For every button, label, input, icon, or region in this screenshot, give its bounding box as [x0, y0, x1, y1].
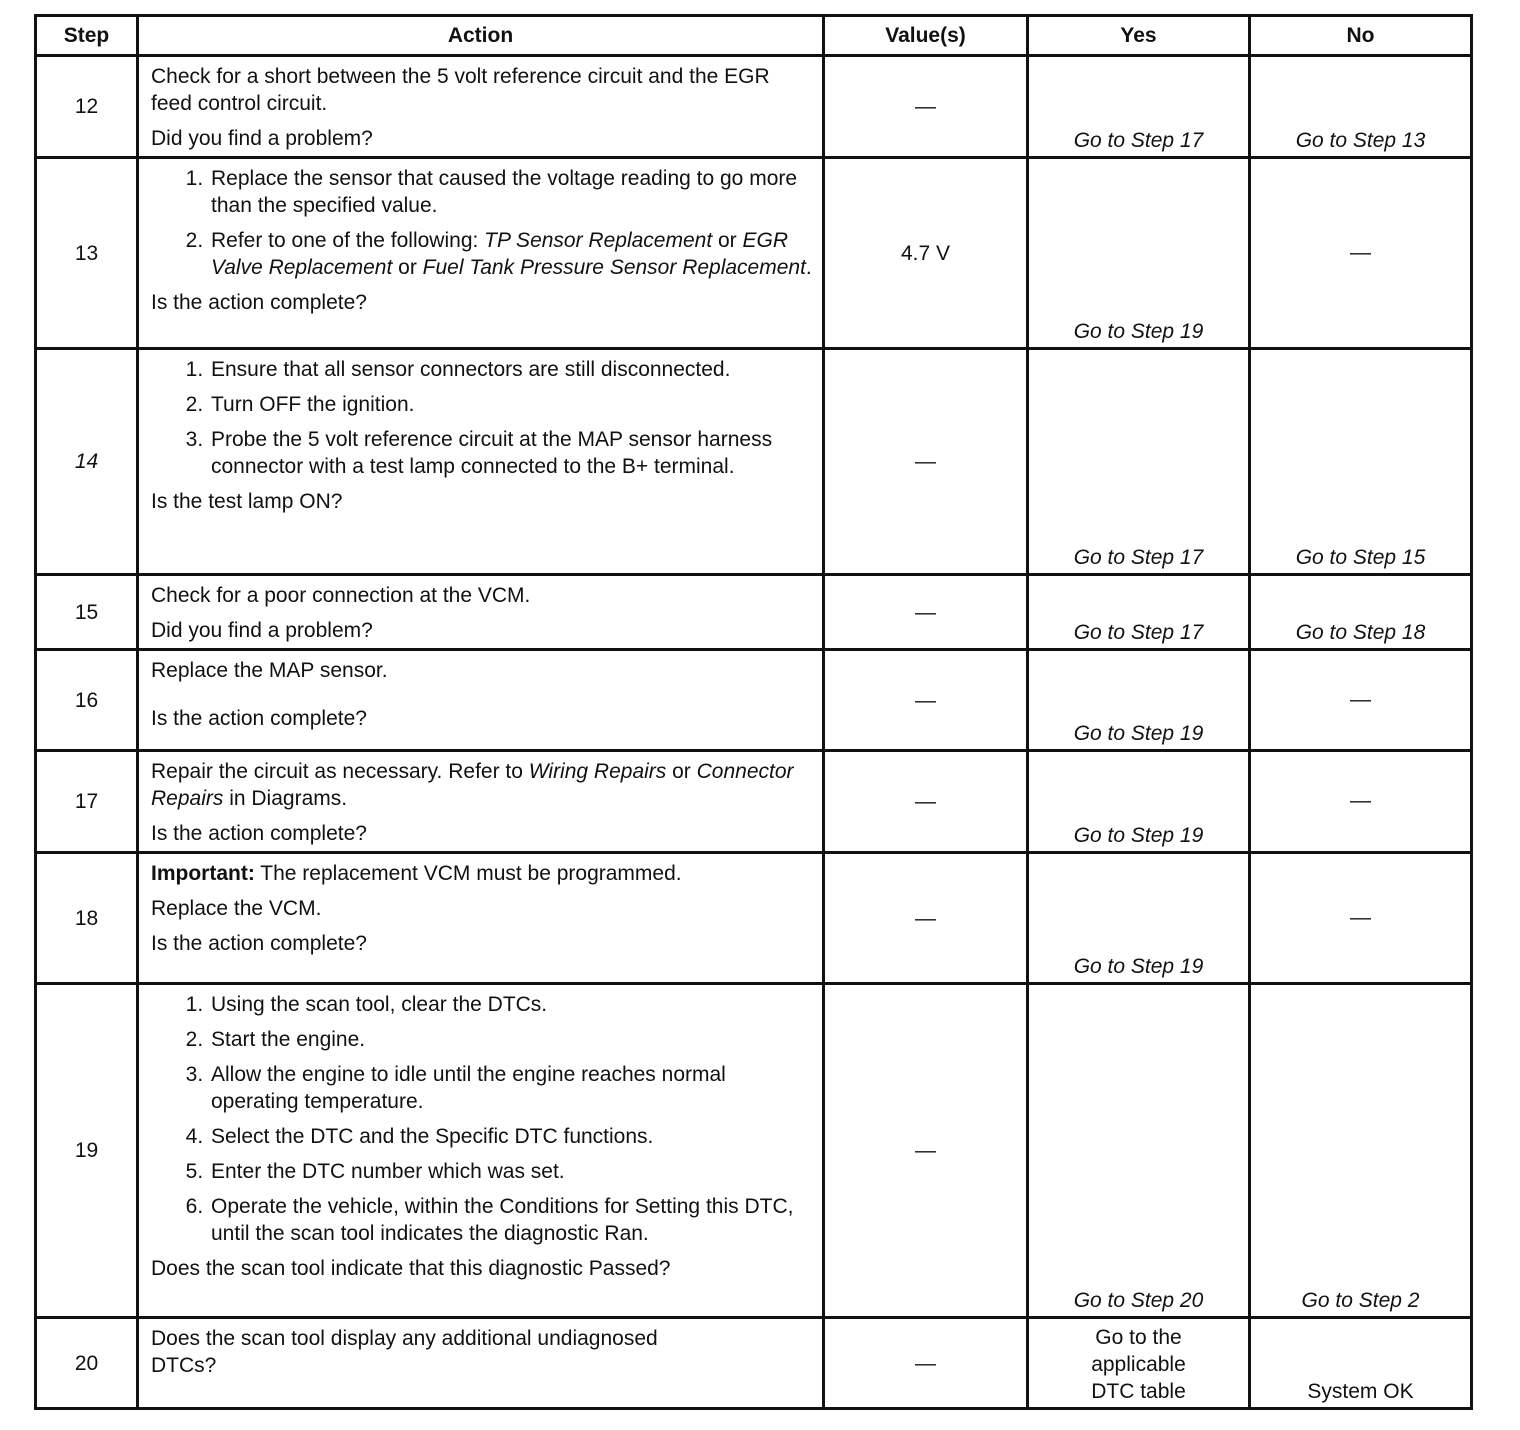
value-cell: — [824, 751, 1028, 853]
yes-cell: Go to Step 20 [1028, 984, 1250, 1318]
value-cell: — [824, 1318, 1028, 1409]
list-item: 3. Allow the engine to idle until the engine reaches normal operating temperature. [209, 1061, 814, 1115]
list-item: 3. Probe the 5 volt reference circuit at the MAP sensor harness connector with a test lamp connected to the B+ terminal. [209, 426, 814, 480]
reference-link-text: Wiring Repairs [528, 760, 667, 783]
no-cell: — [1250, 853, 1472, 984]
yes-cell: Go to Step 17 [1028, 56, 1250, 158]
action-text: Check for a poor connection at the VCM. [151, 584, 531, 607]
action-question: Is the action complete? [151, 707, 367, 730]
action-question: Is the action complete? [151, 822, 367, 845]
no-cell: Go to Step 13 [1250, 56, 1472, 158]
no-cell: Go to Step 15 [1250, 349, 1472, 575]
header-values: Value(s) [824, 16, 1028, 56]
table-row [36, 650, 1472, 751]
action-question: Is the test lamp ON? [151, 490, 343, 513]
value-cell: — [824, 575, 1028, 650]
action-question: Did you find a problem? [151, 127, 373, 150]
step-number: 12 [36, 56, 138, 158]
step-number: 20 [36, 1318, 138, 1409]
no-cell: — [1250, 650, 1472, 751]
action-text: Replace the VCM. [151, 897, 322, 920]
header-no: No [1250, 16, 1472, 56]
important-note [151, 860, 814, 887]
list-item: 1. Replace the sensor that caused the voltage reading to go more than the specified value. [209, 165, 814, 219]
table-row [36, 1318, 1472, 1409]
yes-cell: Go to the applicable DTC table [1028, 1318, 1250, 1409]
step-number: 15 [36, 575, 138, 650]
action-question: Does the scan tool indicate that this diagnostic Passed? [151, 1257, 671, 1280]
action-cell [138, 751, 824, 853]
value-cell: — [824, 349, 1028, 575]
action-text: Check for a short between the 5 volt reference circuit and the EGR feed control circuit. [151, 65, 770, 115]
step-number: 17 [36, 751, 138, 853]
value-cell: — [824, 984, 1028, 1318]
action-cell [138, 349, 824, 575]
action-cell [138, 158, 824, 349]
table-row [36, 751, 1472, 853]
yes-cell: Go to Step 19 [1028, 158, 1250, 349]
text-run: Repair the circuit as necessary. Refer to [151, 760, 529, 783]
yes-cell: Go to Step 17 [1028, 575, 1250, 650]
header-step: Step [36, 16, 138, 56]
value-cell: 4.7 V [824, 158, 1028, 349]
action-cell [138, 853, 824, 984]
action-cell [138, 56, 824, 158]
action-question: Is the action complete? [151, 932, 367, 955]
list-item: 1. Ensure that all sensor connectors are still disconnected. [209, 356, 814, 383]
action-question: Is the action complete? [151, 291, 367, 314]
no-cell: System OK [1250, 1318, 1472, 1409]
action-list [151, 991, 814, 1247]
action-text: Replace the MAP sensor. [151, 659, 388, 682]
step-number: 19 [36, 984, 138, 1318]
list-item: 6. Operate the vehicle, within the Conditions for Setting this DTC, until the scan tool indicates the diagnostic Ran. [209, 1193, 814, 1247]
action-list [151, 356, 814, 480]
step-number: 16 [36, 650, 138, 751]
action-cell [138, 575, 824, 650]
reference-link-text: TP Sensor Replacement [484, 229, 713, 252]
table-row [36, 853, 1472, 984]
table-row [36, 158, 1472, 349]
no-cell: — [1250, 158, 1472, 349]
action-question: Does the scan tool display any additional undiagnosed DTCs? [151, 1327, 658, 1377]
list-item: 1. Using the scan tool, clear the DTCs. [209, 991, 814, 1018]
action-question: Did you find a problem? [151, 619, 373, 642]
text-run: or [712, 229, 743, 252]
action-cell [138, 984, 824, 1318]
list-item [209, 227, 814, 281]
step-number: 13 [36, 158, 138, 349]
step-number: 14 [36, 349, 138, 575]
value-cell: — [824, 650, 1028, 751]
text-run: . [805, 256, 812, 279]
text-run: or [666, 760, 697, 783]
table-row [36, 349, 1472, 575]
yes-cell: Go to Step 19 [1028, 751, 1250, 853]
no-cell: Go to Step 2 [1250, 984, 1472, 1318]
important-label: Important: [151, 862, 255, 885]
reference-link-text: Fuel Tank Pressure Sensor Replacement [422, 256, 806, 279]
action-cell [138, 650, 824, 751]
action-text [151, 758, 814, 812]
text-run: Refer to one of the following: [211, 229, 485, 252]
text-run: or [392, 256, 423, 279]
header-action: Action [138, 16, 824, 56]
table-row [36, 575, 1472, 650]
diagnostic-table [34, 14, 1473, 1410]
header-row [36, 16, 1472, 56]
action-cell [138, 1318, 824, 1409]
list-item: 4. Select the DTC and the Specific DTC functions. [209, 1123, 814, 1150]
yes-cell: Go to Step 19 [1028, 853, 1250, 984]
list-item: 2. Start the engine. [209, 1026, 814, 1053]
step-number: 18 [36, 853, 138, 984]
reference-link-text: Connector Repairs [151, 760, 794, 810]
important-text: The replacement VCM must be programmed. [254, 862, 682, 885]
no-cell: Go to Step 18 [1250, 575, 1472, 650]
text-run: in Diagrams. [223, 787, 348, 810]
yes-cell: Go to Step 17 [1028, 349, 1250, 575]
table-row [36, 984, 1472, 1318]
header-yes: Yes [1028, 16, 1250, 56]
yes-cell: Go to Step 19 [1028, 650, 1250, 751]
no-cell: — [1250, 751, 1472, 853]
action-list [151, 165, 814, 281]
reference-link-text: EGR Valve Replacement [211, 229, 789, 279]
list-item: 5. Enter the DTC number which was set. [209, 1158, 814, 1185]
table-row [36, 56, 1472, 158]
value-cell: — [824, 853, 1028, 984]
list-item: 2. Turn OFF the ignition. [209, 391, 814, 418]
value-cell: — [824, 56, 1028, 158]
